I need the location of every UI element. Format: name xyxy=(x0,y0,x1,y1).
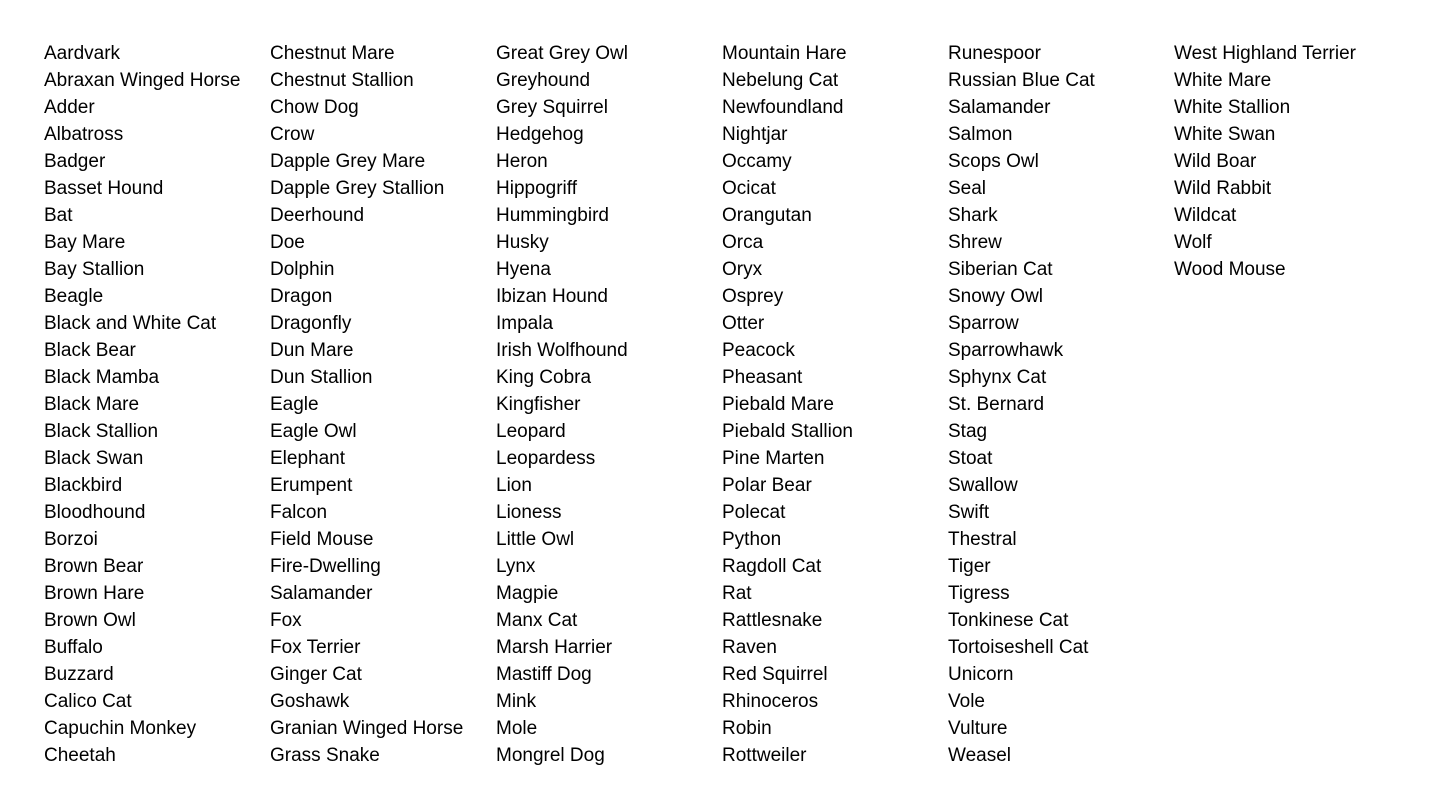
animal-list-item: Rhinoceros xyxy=(722,691,819,712)
animal-list-item: Polar Bear xyxy=(722,475,812,496)
animal-list-item: Nebelung Cat xyxy=(722,70,839,91)
animal-list-item: Mongrel Dog xyxy=(496,745,605,766)
animal-list-item: Fire-Dwelling xyxy=(270,556,381,577)
animal-list-item: Ocicat xyxy=(722,178,776,199)
animal-list-item: Peacock xyxy=(722,340,795,361)
animal-list-item: Orca xyxy=(722,232,764,253)
animal-list-item: Wild Boar xyxy=(1174,151,1257,172)
animal-list-item: White Swan xyxy=(1174,124,1276,145)
animal-list-item: Basset Hound xyxy=(44,178,164,199)
animal-list-item: Occamy xyxy=(722,151,792,172)
animal-list-item: Dun Stallion xyxy=(270,367,373,388)
animal-list-item: Blackbird xyxy=(44,475,123,496)
animal-list-item: Black Stallion xyxy=(44,421,159,442)
animal-list-item: Hyena xyxy=(496,259,551,280)
animal-list-item: Pheasant xyxy=(722,367,803,388)
animal-list-item: Shrew xyxy=(948,232,1002,253)
animal-list xyxy=(44,40,1400,769)
animal-list-item: Newfoundland xyxy=(722,97,844,118)
animal-list-item: Little Owl xyxy=(496,529,575,550)
animal-list-item: Goshawk xyxy=(270,691,350,712)
animal-list-item: Red Squirrel xyxy=(722,664,828,685)
animal-list-item: Badger xyxy=(44,151,106,172)
animal-list-item: Chestnut Stallion xyxy=(270,70,414,91)
animal-list-item: White Mare xyxy=(1174,70,1272,91)
animal-list-item: Mole xyxy=(496,718,538,739)
animal-list-item: Chestnut Mare xyxy=(270,43,395,64)
animal-list-item: Siberian Cat xyxy=(948,259,1053,280)
animal-list-item: Husky xyxy=(496,232,549,253)
animal-list-item: Python xyxy=(722,529,782,550)
animal-list-item: Hedgehog xyxy=(496,124,584,145)
animal-list-item: Wildcat xyxy=(1174,205,1237,226)
animal-list-item: Black Mare xyxy=(44,394,140,415)
animal-list-item: Fox xyxy=(270,610,302,631)
animal-list-item: Piebald Stallion xyxy=(722,421,853,442)
animal-list-item: Black Mamba xyxy=(44,367,160,388)
animal-list-item: Doe xyxy=(270,232,305,253)
animal-list-item: Albatross xyxy=(44,124,124,145)
animal-list-item: Oryx xyxy=(722,259,763,280)
animal-list-item: Vulture xyxy=(948,718,1008,739)
animal-list-item: Ibizan Hound xyxy=(496,286,608,307)
animal-list-item: Dapple Grey Stallion xyxy=(270,178,445,199)
animal-list-item: Stoat xyxy=(948,448,993,469)
animal-list-item: Bat xyxy=(44,205,73,226)
animal-list-item: Black Swan xyxy=(44,448,144,469)
animal-column-5 xyxy=(948,40,1174,769)
animal-list-item: Bay Mare xyxy=(44,232,126,253)
animal-list-item: Rottweiler xyxy=(722,745,807,766)
animal-list-item: Elephant xyxy=(270,448,346,469)
animal-list-item: Swift xyxy=(948,502,990,523)
animal-list-item: Sphynx Cat xyxy=(948,367,1047,388)
animal-list-item: Marsh Harrier xyxy=(496,637,613,658)
animal-list-item: Borzoi xyxy=(44,529,98,550)
animal-list-item: Tigress xyxy=(948,583,1010,604)
animal-list-item: Lioness xyxy=(496,502,562,523)
animal-list-item: Shark xyxy=(948,205,998,226)
animal-list-item: Wild Rabbit xyxy=(1174,178,1272,199)
animal-list-item: Dun Mare xyxy=(270,340,354,361)
animal-list-item: Capuchin Monkey xyxy=(44,718,197,739)
animal-column-1 xyxy=(44,40,270,769)
animal-column-4 xyxy=(722,40,948,769)
animal-list-item: Dragon xyxy=(270,286,333,307)
animal-list-item: Irish Wolfhound xyxy=(496,340,628,361)
animal-list-item: Granian Winged Horse xyxy=(270,718,464,739)
animal-list-item: Aardvark xyxy=(44,43,121,64)
animal-column-6 xyxy=(1174,40,1400,769)
animal-list-item: Thestral xyxy=(948,529,1017,550)
animal-list-item: Manx Cat xyxy=(496,610,578,631)
animal-list-item: Salmon xyxy=(948,124,1013,145)
animal-list-item: Buffalo xyxy=(44,637,103,658)
animal-list-item: Hippogriff xyxy=(496,178,577,199)
animal-list-item: Russian Blue Cat xyxy=(948,70,1095,91)
animal-list-item: Rattlesnake xyxy=(722,610,823,631)
animal-list-item: St. Bernard xyxy=(948,394,1045,415)
animal-list-item: Tonkinese Cat xyxy=(948,610,1069,631)
animal-list-item: Grass Snake xyxy=(270,745,380,766)
animal-list-item: Vole xyxy=(948,691,985,712)
animal-list-item: Sparrow xyxy=(948,313,1019,334)
animal-list-item: Snowy Owl xyxy=(948,286,1044,307)
animal-list-item: Fox Terrier xyxy=(270,637,361,658)
animal-list-item: Falcon xyxy=(270,502,328,523)
animal-list-item: Wood Mouse xyxy=(1174,259,1286,280)
animal-list-item: Bay Stallion xyxy=(44,259,145,280)
animal-list-item: Salamander xyxy=(948,97,1051,118)
animal-list-item: Seal xyxy=(948,178,987,199)
animal-list-item: Adder xyxy=(44,97,95,118)
animal-list-item: Abraxan Winged Horse xyxy=(44,70,241,91)
animal-list-item: Calico Cat xyxy=(44,691,132,712)
animal-list-item: Impala xyxy=(496,313,554,334)
animal-list-item: Brown Bear xyxy=(44,556,144,577)
animal-list-item: Wolf xyxy=(1174,232,1212,253)
animal-list-item: Lynx xyxy=(496,556,536,577)
animal-list-item: Erumpent xyxy=(270,475,353,496)
animal-list-item: Tiger xyxy=(948,556,991,577)
animal-list-item: Tortoiseshell Cat xyxy=(948,637,1089,658)
animal-list-item: Stag xyxy=(948,421,988,442)
animal-list-item: Black Bear xyxy=(44,340,136,361)
animal-list-item: Brown Owl xyxy=(44,610,136,631)
animal-list-item: Beagle xyxy=(44,286,104,307)
animal-list-item: Salamander xyxy=(270,583,373,604)
animal-list-item: Orangutan xyxy=(722,205,812,226)
animal-list-item: Magpie xyxy=(496,583,559,604)
animal-list-item: Greyhound xyxy=(496,70,591,91)
animal-list-item: Brown Hare xyxy=(44,583,145,604)
animal-list-item: Piebald Mare xyxy=(722,394,834,415)
animal-list-item: Leopard xyxy=(496,421,566,442)
animal-list-item: Ragdoll Cat xyxy=(722,556,822,577)
animal-list-item: Great Grey Owl xyxy=(496,43,628,64)
animal-list-item: Scops Owl xyxy=(948,151,1039,172)
animal-list-item: Dragonfly xyxy=(270,313,352,334)
animal-list-item: Otter xyxy=(722,313,765,334)
animal-list-item: Eagle xyxy=(270,394,319,415)
animal-list-item: Chow Dog xyxy=(270,97,359,118)
animal-list-item: King Cobra xyxy=(496,367,592,388)
animal-list-item: Runespoor xyxy=(948,43,1041,64)
animal-list-item: Crow xyxy=(270,124,315,145)
animal-column-3 xyxy=(496,40,722,769)
animal-list-item: Lion xyxy=(496,475,532,496)
animal-list-item: Bloodhound xyxy=(44,502,146,523)
animal-list-item: Pine Marten xyxy=(722,448,825,469)
animal-list-item: Kingfisher xyxy=(496,394,581,415)
animal-list-item: West Highland Terrier xyxy=(1174,43,1356,64)
animal-list-item: Robin xyxy=(722,718,772,739)
animal-list-item: Leopardess xyxy=(496,448,596,469)
animal-list-item: Buzzard xyxy=(44,664,114,685)
animal-list-item: Deerhound xyxy=(270,205,365,226)
animal-list-item: Weasel xyxy=(948,745,1012,766)
animal-list-item: Sparrowhawk xyxy=(948,340,1064,361)
animal-list-item: Dapple Grey Mare xyxy=(270,151,426,172)
animal-list-item: Polecat xyxy=(722,502,786,523)
animal-list-item: Heron xyxy=(496,151,548,172)
animal-list-item: Dolphin xyxy=(270,259,335,280)
animal-list-item: Osprey xyxy=(722,286,784,307)
animal-list-item: Nightjar xyxy=(722,124,788,145)
animal-list-item: Hummingbird xyxy=(496,205,609,226)
animal-list-item: Raven xyxy=(722,637,777,658)
animal-list-item: Unicorn xyxy=(948,664,1014,685)
animal-list-item: Mink xyxy=(496,691,537,712)
animal-list-item: Field Mouse xyxy=(270,529,374,550)
animal-list-item: Black and White Cat xyxy=(44,313,217,334)
animal-column-2 xyxy=(270,40,496,769)
animal-list-item: Grey Squirrel xyxy=(496,97,608,118)
animal-list-item: Ginger Cat xyxy=(270,664,362,685)
animal-list-item: Mastiff Dog xyxy=(496,664,592,685)
animal-list-item: Rat xyxy=(722,583,752,604)
animal-list-item: Cheetah xyxy=(44,745,116,766)
animal-list-item: Eagle Owl xyxy=(270,421,357,442)
animal-list-item: Swallow xyxy=(948,475,1018,496)
animal-list-item: Mountain Hare xyxy=(722,43,847,64)
animal-list-item: White Stallion xyxy=(1174,97,1291,118)
